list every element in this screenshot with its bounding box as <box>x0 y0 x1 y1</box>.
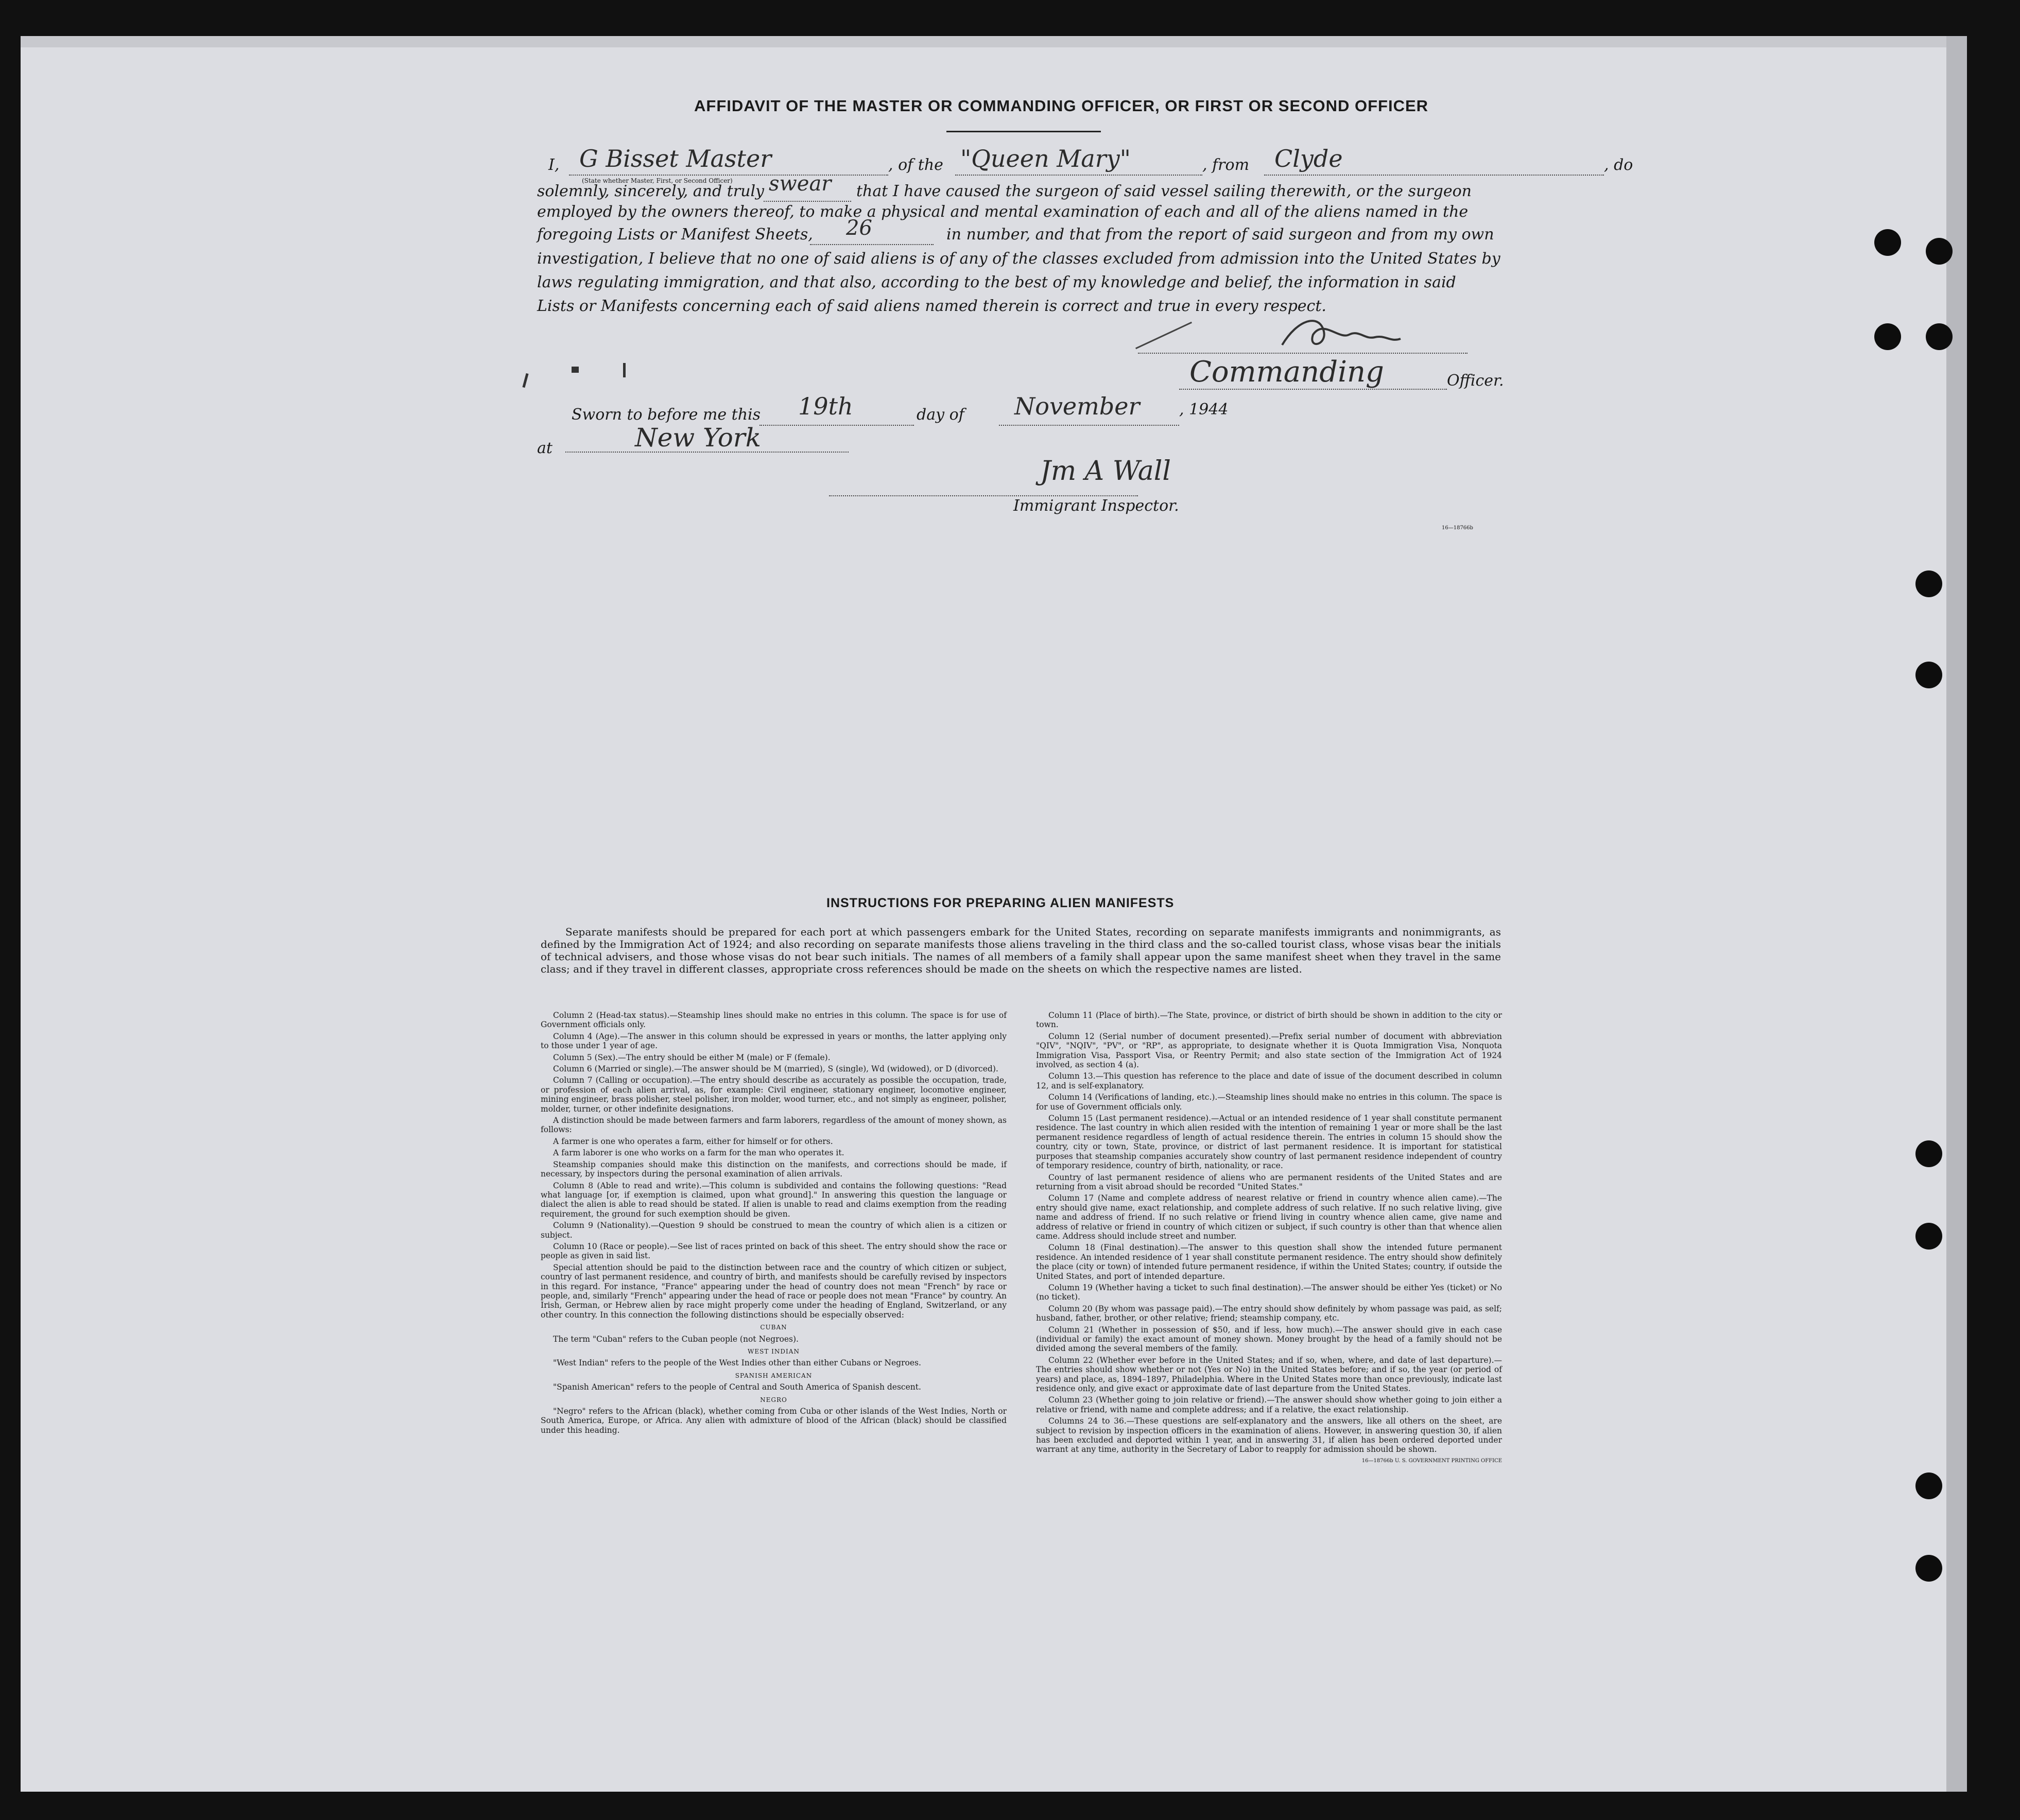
binder-hole-icon <box>1926 323 1953 350</box>
at-label: at <box>537 439 553 457</box>
state-note: (State whether Master, First, or Second Officer) <box>582 177 733 184</box>
instruction-paragraph: Column 20 (By whom was passage paid).—The entry should show definitely by whom passage was paid, as self; husband, father, brother, or other relative; friend; steamship company, etc. <box>1036 1304 1502 1323</box>
instruction-paragraph: Column 2 (Head-tax status).—Steamship lines should make no entries in this column. The space is for use of Government officials only. <box>541 1011 1007 1030</box>
instruction-paragraph: A farm laborer is one who works on a farm for the man who operates it. <box>553 1148 844 1158</box>
form-number: 16—18766b <box>1442 525 1473 531</box>
line-4-text-b: in number, and that from the report of said surgeon and from my own <box>946 226 1494 244</box>
instructions-left-column <box>541 1011 1007 1437</box>
instruction-paragraph: "West Indian" refers to the people of the West Indies other than either Cubans or Negroes. <box>553 1358 921 1368</box>
instruction-paragraph: The term "Cuban" refers to the Cuban people (not Negroes). <box>553 1334 799 1344</box>
affidavit-title: AFFIDAVIT OF THE MASTER OR COMMANDING OFFICER, OR FIRST OR SECOND OFFICER <box>694 97 1429 115</box>
instruction-paragraph: Country of last permanent residence of aliens who are permanent residents of the United States and are returning from a visit abroad should be recorded "United States." <box>1036 1172 1502 1191</box>
master-name-handwriting: G Bisset Master <box>579 145 772 172</box>
instruction-paragraph: Column 13.—This question has reference to the place and date of issue of the document described in column 12, and is self-explanatory. <box>1036 1071 1502 1090</box>
instruction-paragraph: Column 17 (Name and complete address of nearest relative or friend in country whence alien came).—The entry should give name, exact relationship, and complete address of such relative. If no such relative living, give name and address of friend. If no such relative or friend living in country whence alien came, give name and address of relative or friend in country of which citizen or subject, if such country is other than that whence alien came. Address should include street and number. <box>1036 1193 1502 1241</box>
place-handwriting: New York <box>635 423 761 453</box>
day-handwriting: 19th <box>798 392 853 420</box>
affidavit-line-2 <box>537 172 1634 204</box>
title-underline <box>946 131 1101 132</box>
instruction-paragraph: Column 10 (Race or people).—See list of races printed on back of this sheet. The entry should show the race or people as given in said list. <box>541 1241 1007 1261</box>
officer-label: Officer. <box>1447 372 1504 390</box>
affidavit-line-7: Lists or Manifests concerning each of said aliens named therein is correct and true in every respect. <box>537 297 1326 315</box>
inspector-label: Immigrant Inspector. <box>1013 497 1179 515</box>
heading-cuban: CUBAN <box>760 1324 787 1331</box>
label-of-the: , of the <box>888 156 943 174</box>
binder-hole-icon <box>1915 1223 1942 1250</box>
swear-handwriting: swear <box>769 172 832 196</box>
instruction-paragraph: Special attention should be paid to the distinction between race and the country of which citizen or subject, country of last permanent residence, and country of birth, and manifests should be carefully revised by inspectors in this regard. For instance, "France" appearing under the head of country does not mean "French" by race or people, and, similarly "French" appearing under the head of race or people does not mean "France" by country. An Irish, German, or Hebrew alien by race might properly come under the heading of England, Switzerland, or any other country. In this connection the following distinctions should be especially observed: <box>541 1262 1007 1320</box>
label-do: , do <box>1604 156 1633 174</box>
heading-negro: NEGRO <box>760 1396 787 1403</box>
instruction-paragraph: Column 22 (Whether ever before in the United States; and if so, when, where, and date of last departure).—The entries should show whether or not (Yes or No) in the United States before; and if so, the year (or period of years) and place, as, 1894–1897, Philadelphia. Where in the United States more than once previously, indicate last residence only, and give exact or approximate date of last departure from the United States. <box>1036 1355 1502 1394</box>
instruction-paragraph: Column 23 (Whether going to join relative or friend).—The answer should show whether going to join either a relative or friend, with name and complete address; and if a relative, the exact relationship. <box>1036 1395 1502 1414</box>
place-row <box>537 425 856 456</box>
binder-hole-icon <box>1874 229 1901 256</box>
instruction-paragraph: "Negro" refers to the African (black), whether coming from Cuba or other islands of the West Indies, North or South America, Europe, or Africa. Any alien with admixture of blood of the African (black) should be classified under this heading. <box>541 1407 1007 1435</box>
rank-field <box>1179 389 1447 390</box>
instruction-paragraph: Column 19 (Whether having a ticket to such final destination).—The answer should be either Yes (ticket) or No (no ticket). <box>1036 1282 1502 1302</box>
binder-hole-icon <box>1926 238 1953 265</box>
line-4-text-a: foregoing Lists or Manifest Sheets, <box>537 226 813 244</box>
instruction-paragraph: Steamship companies should make this distinction on the manifests, and corrections should be made, if necessary, by inspectors during the personal examination of alien arrivals. <box>541 1159 1007 1179</box>
year-text: , 1944 <box>1179 401 1229 419</box>
binder-hole-icon <box>1915 1555 1942 1582</box>
binder-hole-icon <box>1915 1140 1942 1167</box>
binder-hole-icon <box>1874 323 1901 350</box>
instruction-paragraph: A distinction should be made between farmers and farm laborers, regardless of the amount of money shown, as follows: <box>541 1116 1007 1135</box>
heading-spanish-american: SPANISH AMERICAN <box>735 1372 813 1379</box>
instruction-paragraph: Column 8 (Able to read and write).—This column is subdivided and contains the following questions: "Read what language [or, if exemption is claimed, upon what ground]." In answering this question the language or dialect the alien is able to read should be stated. If alien is unable to read and claims exemption from the reading requirement, the ground for such exemption should be given. <box>541 1181 1007 1219</box>
heading-west-indian: WEST INDIAN <box>748 1348 800 1355</box>
instruction-paragraph: Column 4 (Age).—The answer in this column should be expressed in years or months, the latter applying only to those under 1 year of age. <box>541 1031 1007 1051</box>
instruction-paragraph: Column 14 (Verifications of landing, etc.).—Steamship lines should make no entries in this column. The space is for use of Government officials only. <box>1036 1093 1502 1112</box>
label-from: , from <box>1202 156 1250 174</box>
instruction-paragraph: Column 15 (Last permanent residence).—Actual or an intended residence of 1 year shall constitute permanent residence. The last country in which alien resided with the intention of remaining 1 year or more shall be the last permanent residence regardless of length of actual residence therein. The entries in column 15 should show the country, city or town, State, province, or district of last permanent residence. It is important for statistical purposes that steamship companies accurately show country of last permanent residence independent of country of temporary residence, country of birth, nationality, or race. <box>1036 1114 1502 1171</box>
day-of-label: day of <box>917 406 964 424</box>
instructions-intro: Separate manifests should be prepared for each port at which passengers embark for the United States, recording on separate manifests immigrants and nonimmigrants, as defined by the Immigration Act of 1924; and also recording on separate manifests those aliens traveling in the third class and the so-called tourist class, whose visas bear the initials of technical advisers, and those whose visas do not bear such initials. The names of all members of a family shall appear upon the same manifest sheet when they travel in the same class; and if they travel in different classes, appropriate cross references should be made on the sheets on which the respective names are listed. <box>541 926 1501 975</box>
affidavit-line-4 <box>537 216 1634 247</box>
instruction-paragraph: Column 11 (Place of birth).—The State, province, or district of birth should be shown in addition to the city or town. <box>1036 1011 1502 1030</box>
line-2-text: that I have caused the surgeon of said vessel sailing therewith, or the surgeon <box>856 182 1472 200</box>
instruction-paragraph: Column 12 (Serial number of document presented).—Prefix serial number of document with abbreviation "QIV", "NQIV", "PV", or "RP", as appropriate, to designate whether it is Quota Immigration Visa, Nonquota Immigration Visa, Passport Visa, or Reentry Permit; and also state section of the Immigration Act of 1924 involved, as section 4 (a). <box>1036 1031 1502 1070</box>
instructions-right-column <box>1036 1011 1502 1468</box>
page-right-edge <box>1946 36 1967 1792</box>
binder-hole-icon <box>1915 662 1942 688</box>
label-i: I, <box>548 156 560 174</box>
instruction-paragraph: Column 9 (Nationality).—Question 9 should be construed to mean the country of which alien is a citizen or subject. <box>541 1221 1007 1240</box>
sheets-count-handwriting: 26 <box>846 216 872 240</box>
instruction-paragraph: Column 18 (Final destination).—The answer to this question shall show the intended future permanent residence. An intended residence of 1 year shall constitute permanent residence. The entry should show definitely the place (city or town) of intended future permanent residence, if within the United States; country, if outside the United States, and port of intended departure. <box>1036 1243 1502 1281</box>
instruction-paragraph: Columns 24 to 36.—These questions are self-explanatory and the answers, like all others on the sheet, are subject to revision by inspection officers in the examination of aliens. However, in answering question 30, if alien has been excluded and deported within 1 year, and in answering 31, if alien has been ordered deported under warrant at any time, authority in the Secretary of Labor to reapply for admission should be shown. <box>1036 1416 1502 1454</box>
inspector-signature-handwriting: Jm A Wall <box>1040 456 1171 487</box>
affidavit-line-6: laws regulating immigration, and that also, according to the best of my knowledge and belief, the information in said <box>537 273 1456 291</box>
ship-name-handwriting: "Queen Mary" <box>960 145 1131 172</box>
ink-mark <box>572 367 579 373</box>
officer-signature <box>1277 309 1442 355</box>
month-handwriting: November <box>1014 392 1140 420</box>
instruction-paragraph: Column 21 (Whether in possession of $50, and if less, how much).—The answer should give in each case (individual or family) the exact amount of money shown. Money brought by the head of a family should not be divided among the several members of the family. <box>1036 1325 1502 1354</box>
affidavit-line-1 <box>548 145 1635 178</box>
affidavit-line-3: employed by the owners thereof, to make a physical and mental examination of each and all of the aliens named in the <box>537 203 1469 221</box>
inspector-signature-line <box>829 495 1138 496</box>
instruction-paragraph: "Spanish American" refers to the people of Central and South America of Spanish descent. <box>553 1382 921 1392</box>
rank-handwriting: Commanding <box>1189 355 1384 389</box>
ink-mark <box>623 363 626 377</box>
instruction-paragraph: Column 5 (Sex).—The entry should be either M (male) or F (female). <box>553 1052 831 1062</box>
instructions-title: INSTRUCTIONS FOR PREPARING ALIEN MANIFESTS <box>826 896 1175 910</box>
binder-hole-icon <box>1915 1472 1942 1499</box>
sworn-label: Sworn to before me this <box>572 406 761 424</box>
instruction-paragraph: Column 7 (Calling or occupation).—The entry should describe as accurately as possible the occupation, trade, or profession of each alien arrival, as, for example: Civil engineer, stationary engineer, locomotive engineer, mining engineer, brass polisher, steel polisher, iron molder, wood turner, etc., and not simply as engineer, polisher, molder, turner, or other indefinite designations. <box>541 1076 1007 1114</box>
instruction-paragraph: A farmer is one who operates a farm, either for himself or for others. <box>553 1136 833 1146</box>
page-top-edge <box>21 36 1967 47</box>
label-solemnly: solemnly, sincerely, and truly <box>537 182 765 200</box>
instruction-paragraph: Column 6 (Married or single).—The answer should be M (married), S (single), Wd (widowed), or D (divorced). <box>553 1064 998 1074</box>
printing-office-footer: 16—18766b U. S. GOVERNMENT PRINTING OFFICE <box>1361 1458 1502 1464</box>
affidavit-line-5: investigation, I believe that no one of said aliens is of any of the classes excluded from admission into the United States by <box>537 250 1500 268</box>
port-handwriting: Clyde <box>1274 145 1343 172</box>
binder-hole-icon <box>1915 570 1942 597</box>
